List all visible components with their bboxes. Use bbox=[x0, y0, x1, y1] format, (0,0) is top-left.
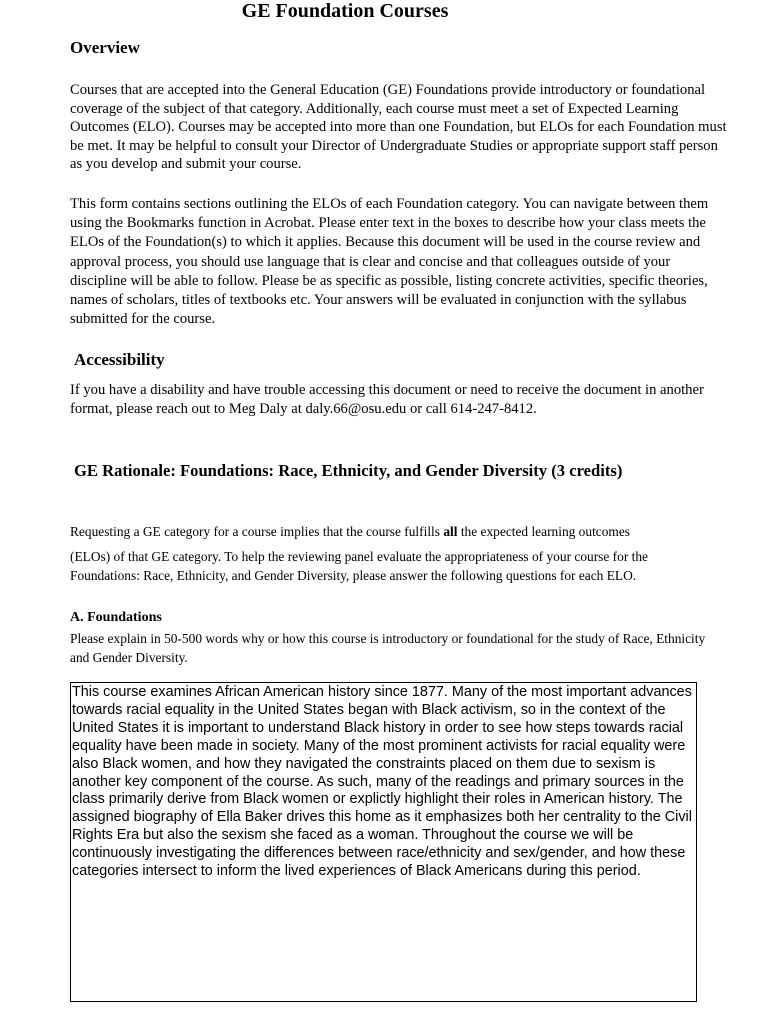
rationale-heading: GE Rationale: Foundations: Race, Ethnicity, and Gender Diversity (3 credits) bbox=[74, 461, 623, 480]
accessibility-heading: Accessibility bbox=[74, 350, 165, 369]
page-title: GE Foundation Courses bbox=[241, 0, 449, 22]
section-a-prompt: Please explain in 50-500 words why or how this course is introductory or foundational for the study of Race, Ethnicity and Gender Diversity. bbox=[70, 631, 706, 665]
foundations-response-field[interactable]: This course examines African American history since 1877. Many of the most important advances towards racial equality in the United States began with Black activism, so in the context of the United States it is important to understand Black history in order to see how steps towards racial equality have been made in society. Many of the most prominent activists for racial equality were also Black women, and how they navigated the constraints placed on them due to sexism is another key component of the course. As such, many of the readings and primary sources in the class primarily derive from Black women or explictly highlight their roles in American history. The assigned biography of Ella Baker drives this home as it emphasizes both her centrality to the Civil Rights Era but also the sexism she faced as a woman. Throughout the course we will be continuously investigating the differences between race/ethnicity and sex/gender, and how these categories intersect to inform the lived experiences of Black Americans during this period. bbox=[70, 682, 697, 1002]
rationale-intro-bold: all bbox=[443, 524, 458, 539]
section-a-heading: A. Foundations bbox=[70, 610, 162, 625]
accessibility-text: If you have a disability and have trouble accessing this document or need to receive the document in another format, please reach out to Meg Daly at daly.66@osu.edu or call 614-247-8412. bbox=[70, 382, 704, 417]
rationale-intro-line2: (ELOs) of that GE category. To help the reviewing panel evaluate the appropriateness of your course for the Foundations: Race, Ethnicity, and Gender Diversity, please answer the following questions for each ELO. bbox=[70, 549, 648, 583]
rationale-intro-before: Requesting a GE category for a course implies that the course fulfills bbox=[70, 524, 444, 539]
overview-heading: Overview bbox=[70, 38, 140, 57]
rationale-intro-line1 bbox=[70, 522, 750, 541]
overview-paragraph-2: This form contains sections outlining the ELOs of each Foundation category. You can navigate between them using the Bookmarks function in Acrobat. Please enter text in the boxes to describe how your class meets the ELOs of the Foundation(s) to which it applies. Because this document will be used in the course review and approval process, you should use language that is clear and concise and that colleagues outside of your discipline will be able to follow. Please be as specific as possible, listing concrete activities, specific theories, names of scholars, titles of textbooks etc. Your answers will be evaluated in conjunction with the syllabus submitted for the course. bbox=[70, 196, 709, 328]
rationale-intro-after: the expected learning outcomes bbox=[457, 524, 631, 539]
overview-paragraph-1: Courses that are accepted into the General Education (GE) Foundations provide introductory or foundational coverage of the subject of that category. Additionally, each course must meet a set of Expected Learning Outcomes (ELO). Courses may be accepted into more than one Foundation, but ELOs for each Foundation must be met. It may be helpful to consult your Director of Undergraduate Studies or appropriate support staff person as you develop and submit your course. bbox=[70, 82, 727, 173]
